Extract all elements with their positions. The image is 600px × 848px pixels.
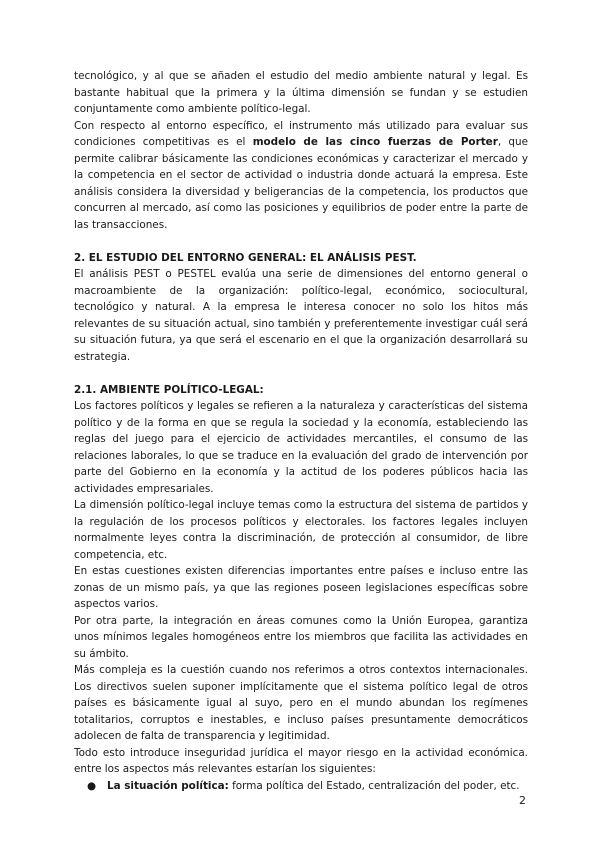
paragraph-text: , que permite calibrar básicamente las condiciones económicas y caracterizar el mercado y la competencia en el sector de actividad o industria donde actuará la empresa. Este análisis considera la diversidad y beligerancias de la competencia, los productos que concurren al mercado, así como las posiciones y equilibrios de poder entre la parte de las transacciones. [74, 136, 528, 231]
page-content [74, 68, 528, 794]
section-heading: 2. EL ESTUDIO DEL ENTORNO GENERAL: EL ANÁLISIS PEST. [74, 251, 417, 264]
bullet-icon: ● [87, 779, 97, 792]
subsection-heading: 2.1. AMBIENTE POLÍTICO-LEGAL: [74, 383, 264, 396]
paragraph: En estas cuestiones existen diferencias importantes entre países e incluso entre las zonas de un mismo país, ya que las regiones poseen legislaciones específicas sobre aspectos varios. [74, 565, 528, 610]
paragraph: El análisis PEST o PESTEL evalúa una serie de dimensiones del entorno general o macroambiente de la organización: político-legal, económico, sociocultural, tecnológico y natural. A la empresa le interesa conocer no solo los hitos más relevantes de su situación actual, sino también y preferentemente investigar cuál será su situación futura, ya que será el escenario en el que la organización desarrollará su estrategia. [74, 268, 528, 363]
paragraph: Más compleja es la cuestión cuando nos referimos a otros contextos internacionales. Los directivos suelen suponer implícitamente que el sistema político legal de otros países es básicamente igual al suyo, pero en el mundo abundan los regímenes totalitarios, corruptos e inestables, e incluso países presuntamente democráticos adolecen de falta de transparencia y legitimidad. [74, 664, 528, 742]
paragraph: Los factores políticos y legales se refieren a la naturaleza y características del sistema político y de la forma en que se regula la sociedad y la economía, estableciendo las reglas del juego para el ejercicio de actividades mercantiles, el consumo de las relaciones laborales, lo que se traduce en la evaluación del grado de intervención por parte del Gobierno en la economía y la actitud de los poderes públicos hacia las actividades empresariales. [74, 400, 528, 495]
bullet-list [74, 778, 528, 795]
page-number: 2 [519, 794, 526, 807]
list-item-text: forma política del Estado, centralización del poder, etc. [228, 779, 520, 792]
paragraph: tecnológico, y al que se añaden el estudio del medio ambiente natural y legal. Es bastante habitual que la primera y la última dimensión se fundan y se estudien conjuntamente como ambiente político-legal. [74, 70, 528, 115]
bold-term: modelo de las cinco fuerzas de Porter [252, 136, 498, 148]
paragraph: Por otra parte, la integración en áreas comunes como la Unión Europea, garantiza unos mínimos legales homogéneos entre los miembros que facilita las actividades en su ámbito. [74, 614, 528, 660]
paragraph-text: Con respecto al entorno específico, el instrumento más utilizado para evaluar sus condiciones competitivas es el [74, 119, 528, 148]
paragraph [74, 118, 528, 234]
paragraph: Todo esto introduce inseguridad jurídica el mayor riesgo en la actividad económica. entre los aspectos más relevantes estarían los siguientes: [74, 746, 528, 775]
paragraph: La dimensión político-legal incluye temas como la estructura del sistema de partidos y la regulación de los procesos políticos y electorales. los factores legales incluyen normalmente leyes contra la discriminación, de protección al consumidor, de libre competencia, etc. [74, 499, 528, 561]
list-item [74, 778, 528, 795]
list-item-title: La situación política: [107, 779, 229, 792]
